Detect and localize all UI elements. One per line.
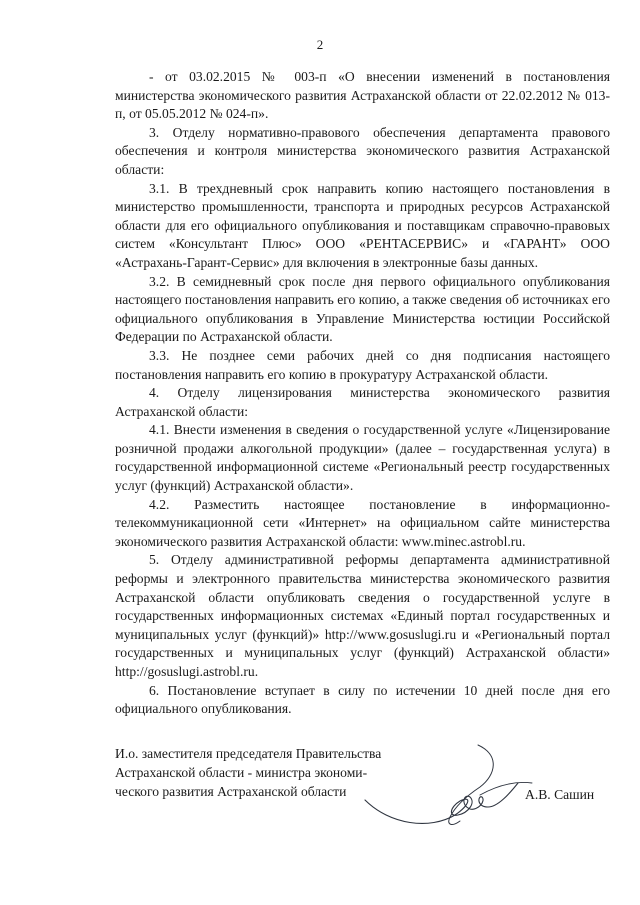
signatory-position-line: И.о. заместителя председателя Правительства (115, 746, 382, 761)
paragraph-item-5: 5. Отделу административной реформы департамента административной реформы и электронного правительства министерства экономического развития Астраханской области опубликовать сведения о государственной услуге в государственных информационных системах «Единый портал государственных и муниципальных услуг (функций)» http://www.gosuslugi.ru и «Региональный портал государственных и муниципальных услуг (функций) Астраханской области» http://gosuslugi.astrobl.ru. (115, 552, 610, 679)
document-body (115, 68, 610, 719)
paragraph-item-6: 6. Постановление вступает в силу по истечении 10 дней после дня его официального опубликования. (115, 682, 610, 717)
paragraph-item-4-1: 4.1. Внести изменения в сведения о государственной услуге «Лицензирование розничной продажи алкогольной продукции» (далее – государственная услуга) в государственной информационной системе «Региональный реестр государственных услуг (функций) Астраханской области». (115, 422, 610, 494)
paragraph-item-4: 4. Отделу лицензирования министерства экономического развития Астраханской области: (115, 385, 610, 419)
paragraph-item-3-2: 3.2. В семидневный срок после дня первого официального опубликования настоящего постановления направить его копию, а также сведения об источниках его официального опубликования в Управление Министерства юстиции Российской Федерации по Астраханской области. (115, 273, 610, 345)
page-number: 2 (316, 37, 324, 52)
signatory-position-line: ческого развития Астраханской области (115, 784, 347, 799)
signatory-name: А.В. Сашин (525, 787, 595, 802)
paragraph-item-3-1: 3.1. В трехдневный срок направить копию настоящего постановления в министерство промышленности, транспорта и природных ресурсов Астраханской области для его официального опубликования и поставщикам справочно-правовых систем «Консультант Плюс» ООО «РЕНТАСЕРВИС» и «ГАРАНТ» ООО «Астрахань-Гарант-Сервис» для включения в электронные базы данных. (115, 180, 610, 270)
paragraph-amendment-item: - от 03.02.2015 № 003-п «О внесении изменений в постановления министерства экономического развития Астраханской области от 22.02.2012 № 013-п, от 05.05.2012 № 024-п». (115, 69, 610, 122)
paragraph-item-3-3: 3.3. Не позднее семи рабочих дней со дня подписания настоящего постановления направить его копию в прокуратуру Астраханской области. (115, 347, 610, 382)
handwritten-signature (360, 735, 540, 845)
signatory-position-line: Астраханской области - министра экономи- (115, 765, 368, 780)
paragraph-item-4-2: 4.2. Разместить настоящее постановление в информационно-телекоммуникационной сети «Интернет» на официальном сайте министерства экономического развития Астраханской области: www.minec.astrobl.ru. (115, 496, 610, 549)
paragraph-item-3: 3. Отделу нормативно-правового обеспечения департамента правового обеспечения и контроля министерства экономического развития Астраханской области: (115, 124, 610, 177)
